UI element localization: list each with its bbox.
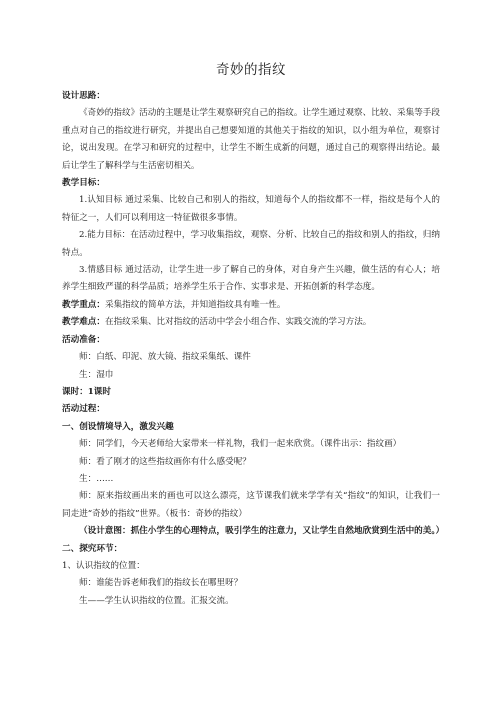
document-page <box>62 58 445 610</box>
design-heading: 设计思路： <box>62 91 105 101</box>
prep-student: 生：湿巾 <box>79 369 114 380</box>
subsection1-heading: 1、认识指纹的位置： <box>62 560 145 571</box>
section1-line4: 师：原来指纹画出来的画也可以这么漂亮，这节课我们就来学学有关“指纹”的知识，让我们一同走进“奇妙的指纹”世界。（板书：奇妙的指纹） <box>62 491 440 519</box>
design-paragraph: 《奇妙的指纹》活动的主题是让学生观察研究自己的指纹。让学生通过观察、比较、采集等手段重点对自己的指纹进行研究，并提出自己想要知道的其他关于指纹的知识，以小组为单位，观察讨论，说出发现。在学习和研究的过程中，让学生不断生成新的问题，通过自己的观察得出结论。最后让学生了解科学与生活密切相关。 <box>62 108 440 171</box>
section2-heading: 二、探究环节： <box>62 543 123 554</box>
section1-line2: 师：看了刚才的这些指纹画你有什么感受呢？ <box>79 456 251 467</box>
prep-heading: 活动准备： <box>62 334 105 345</box>
class-hours: 课时：1课时 <box>62 386 111 397</box>
section1-line3: 生：…… <box>79 473 114 484</box>
process-heading: 活动过程： <box>62 404 105 415</box>
section1-heading: 一、创设情境导入，激发兴趣 <box>62 421 174 432</box>
key-label: 教学重点： <box>62 299 105 310</box>
prep-teacher: 师：白纸、印泥、放大镜、指纹采集纸、课件 <box>79 352 251 363</box>
section2-line1: 师：谁能告诉老师我们的指纹长在哪里呀？ <box>79 578 243 589</box>
difficulty-text: 在指纹采集、比对指纹的活动中学会小组合作、实践交流的学习方法。 <box>104 317 372 328</box>
section2-line2: 生——学生认识指纹的位置。汇报交流。 <box>79 595 234 606</box>
goal-cognitive: 1.认知目标 通过采集、比较自己和别人的指纹，知道每个人的指纹都不一样，指纹是每个人的特征之一，人们可以利用这一特征做很多事情。 <box>62 195 440 223</box>
document-title: 奇妙的指纹 <box>216 62 286 78</box>
goal-emotion: 3.情感目标 通过活动，让学生进一步了解自己的身体，对自身产生兴趣，做生活的有心人；培养学生细致严谨的科学品质；培养学生乐于合作、实事求是、开拓创新的科学态度。 <box>62 265 440 293</box>
difficulty-point <box>62 314 440 331</box>
section1-line1: 师：同学们，今天老师给大家带来一样礼物，我们一起来欣赏。（课件出示：指纹画） <box>79 439 402 450</box>
goal-ability: 2.能力目标：在活动过程中，学习收集指纹，观察、分析、比较自己的指纹和别人的指纹，归纳特点。 <box>62 230 440 258</box>
key-text: 采集指纹的简单方法，并知道指纹具有唯一性。 <box>104 299 286 310</box>
key-point <box>62 297 440 314</box>
design-intent: （设计意图：抓住小学生的心理特点，吸引学生的注意力，又让学生自然地欣赏到生活中的美。） <box>79 526 445 537</box>
goals-heading: 教学目标： <box>62 178 105 189</box>
difficulty-label: 教学难点： <box>62 317 105 328</box>
